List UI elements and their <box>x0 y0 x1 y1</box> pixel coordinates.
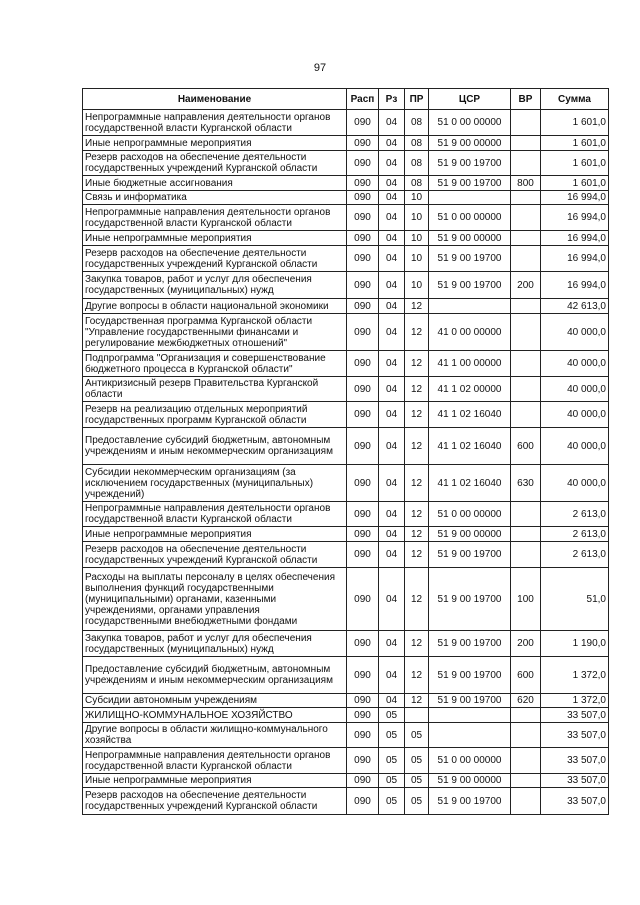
cell-pr: 12 <box>405 502 429 527</box>
cell-vr: 600 <box>511 428 541 465</box>
cell-sum: 40 000,0 <box>541 377 609 402</box>
table-row <box>83 205 609 231</box>
cell-name: Закупка товаров, работ и услуг для обеспечения государственных (муниципальных) нужд <box>83 631 347 657</box>
cell-rz: 04 <box>379 314 405 351</box>
cell-rasp: 090 <box>347 708 379 723</box>
cell-pr: 10 <box>405 246 429 272</box>
cell-name: Иные непрограммные мероприятия <box>83 136 347 151</box>
table-row <box>83 694 609 708</box>
cell-rasp: 090 <box>347 502 379 527</box>
cell-csr: 51 0 00 00000 <box>429 205 511 231</box>
cell-name: Закупка товаров, работ и услуг для обеспечения государственных (муниципальных) нужд <box>83 272 347 299</box>
cell-name: Предоставление субсидий бюджетным, автономным учреждениям и иным некоммерческим организациям <box>83 428 347 465</box>
table-row <box>83 110 609 136</box>
cell-sum: 2 613,0 <box>541 527 609 542</box>
table-row <box>83 428 609 465</box>
cell-rz: 05 <box>379 788 405 815</box>
cell-sum: 40 000,0 <box>541 402 609 428</box>
cell-vr <box>511 205 541 231</box>
cell-vr <box>511 351 541 377</box>
cell-name: Иные бюджетные ассигнования <box>83 176 347 191</box>
cell-vr <box>511 527 541 542</box>
table-header-row <box>83 89 609 110</box>
cell-pr: 12 <box>405 402 429 428</box>
table-row <box>83 748 609 774</box>
cell-rz: 04 <box>379 502 405 527</box>
cell-pr: 05 <box>405 774 429 788</box>
cell-csr: 51 9 00 19700 <box>429 631 511 657</box>
cell-name: Другие вопросы в области национальной экономики <box>83 299 347 314</box>
cell-sum: 1 601,0 <box>541 151 609 176</box>
cell-sum: 2 613,0 <box>541 542 609 568</box>
cell-csr: 51 9 00 19700 <box>429 176 511 191</box>
cell-rz: 04 <box>379 631 405 657</box>
table-row <box>83 176 609 191</box>
cell-rasp: 090 <box>347 748 379 774</box>
cell-rz: 04 <box>379 110 405 136</box>
cell-rasp: 090 <box>347 176 379 191</box>
cell-sum: 1 190,0 <box>541 631 609 657</box>
cell-rasp: 090 <box>347 351 379 377</box>
cell-rasp: 090 <box>347 723 379 748</box>
budget-table <box>82 88 609 815</box>
cell-vr <box>511 723 541 748</box>
cell-vr: 100 <box>511 568 541 631</box>
cell-vr <box>511 136 541 151</box>
cell-rasp: 090 <box>347 299 379 314</box>
cell-pr: 10 <box>405 205 429 231</box>
cell-pr: 08 <box>405 151 429 176</box>
cell-csr: 51 9 00 19700 <box>429 542 511 568</box>
cell-rasp: 090 <box>347 402 379 428</box>
cell-vr <box>511 708 541 723</box>
cell-vr: 600 <box>511 657 541 694</box>
header-name: Наименование <box>83 89 347 110</box>
cell-sum: 42 613,0 <box>541 299 609 314</box>
table-row <box>83 246 609 272</box>
cell-rz: 04 <box>379 299 405 314</box>
cell-rasp: 090 <box>347 272 379 299</box>
cell-rz: 04 <box>379 272 405 299</box>
cell-rz: 04 <box>379 151 405 176</box>
cell-csr: 51 9 00 19700 <box>429 657 511 694</box>
cell-name: Непрограммные направления деятельности органов государственной власти Курганской области <box>83 205 347 231</box>
cell-rz: 04 <box>379 657 405 694</box>
cell-csr: 51 9 00 19700 <box>429 246 511 272</box>
cell-vr <box>511 377 541 402</box>
table-row <box>83 402 609 428</box>
cell-csr: 51 9 00 00000 <box>429 136 511 151</box>
cell-name: Резерв на реализацию отдельных мероприятий государственных программ Курганской области <box>83 402 347 428</box>
cell-name: Иные непрограммные мероприятия <box>83 774 347 788</box>
cell-sum: 16 994,0 <box>541 205 609 231</box>
cell-vr <box>511 191 541 205</box>
cell-rz: 04 <box>379 527 405 542</box>
cell-csr <box>429 723 511 748</box>
table-row <box>83 774 609 788</box>
table-row <box>83 136 609 151</box>
cell-rz: 04 <box>379 351 405 377</box>
cell-name: Расходы на выплаты персоналу в целях обеспечения выполнения функций государственными (муниципальными) органами, казенными учреждениями, органами управления государственными внебюджетными фондами <box>83 568 347 631</box>
cell-rasp: 090 <box>347 465 379 502</box>
cell-csr: 51 9 00 19700 <box>429 272 511 299</box>
cell-rasp: 090 <box>347 568 379 631</box>
cell-rasp: 090 <box>347 377 379 402</box>
cell-csr: 51 9 00 19700 <box>429 568 511 631</box>
cell-pr: 12 <box>405 377 429 402</box>
cell-name: Непрограммные направления деятельности органов государственной власти Курганской области <box>83 110 347 136</box>
cell-sum: 33 507,0 <box>541 708 609 723</box>
cell-name: Субсидии некоммерческим организациям (за исключением государственных (муниципальных) учреждений) <box>83 465 347 502</box>
cell-rz: 04 <box>379 428 405 465</box>
table-row <box>83 631 609 657</box>
cell-vr <box>511 246 541 272</box>
cell-name: Другие вопросы в области жилищно-коммунального хозяйства <box>83 723 347 748</box>
cell-rz: 04 <box>379 465 405 502</box>
cell-pr: 12 <box>405 428 429 465</box>
cell-name: Предоставление субсидий бюджетным, автономным учреждениям и иным некоммерческим организациям <box>83 657 347 694</box>
cell-name: Связь и информатика <box>83 191 347 205</box>
cell-sum: 16 994,0 <box>541 191 609 205</box>
table-row <box>83 191 609 205</box>
cell-rz: 04 <box>379 205 405 231</box>
cell-sum: 16 994,0 <box>541 272 609 299</box>
cell-sum: 33 507,0 <box>541 788 609 815</box>
cell-csr: 41 1 02 16040 <box>429 428 511 465</box>
cell-vr <box>511 110 541 136</box>
cell-pr: 12 <box>405 527 429 542</box>
cell-vr: 800 <box>511 176 541 191</box>
table-row <box>83 299 609 314</box>
cell-csr: 41 1 00 00000 <box>429 351 511 377</box>
cell-sum: 1 601,0 <box>541 176 609 191</box>
cell-name: Резерв расходов на обеспечение деятельности государственных учреждений Курганской области <box>83 542 347 568</box>
cell-rasp: 090 <box>347 527 379 542</box>
cell-name: Резерв расходов на обеспечение деятельности государственных учреждений Курганской области <box>83 788 347 815</box>
cell-csr: 51 9 00 19700 <box>429 788 511 815</box>
cell-rz: 04 <box>379 176 405 191</box>
cell-pr: 10 <box>405 272 429 299</box>
table-row <box>83 723 609 748</box>
header-vr: ВР <box>511 89 541 110</box>
header-rasp: Расп <box>347 89 379 110</box>
cell-sum: 1 601,0 <box>541 110 609 136</box>
cell-sum: 40 000,0 <box>541 351 609 377</box>
table-row <box>83 465 609 502</box>
cell-rasp: 090 <box>347 246 379 272</box>
table-row <box>83 272 609 299</box>
cell-sum: 1 601,0 <box>541 136 609 151</box>
cell-csr: 51 9 00 19700 <box>429 151 511 176</box>
cell-rz: 04 <box>379 246 405 272</box>
cell-vr <box>511 299 541 314</box>
table-row <box>83 351 609 377</box>
header-sum: Сумма <box>541 89 609 110</box>
cell-rasp: 090 <box>347 110 379 136</box>
cell-name: Иные непрограммные мероприятия <box>83 231 347 246</box>
cell-pr: 05 <box>405 723 429 748</box>
cell-csr <box>429 708 511 723</box>
table-row <box>83 231 609 246</box>
cell-rz: 04 <box>379 694 405 708</box>
cell-sum: 1 372,0 <box>541 694 609 708</box>
cell-rasp: 090 <box>347 631 379 657</box>
cell-csr: 51 9 00 00000 <box>429 774 511 788</box>
cell-pr: 08 <box>405 110 429 136</box>
cell-rasp: 090 <box>347 314 379 351</box>
cell-rasp: 090 <box>347 136 379 151</box>
cell-sum: 40 000,0 <box>541 465 609 502</box>
table-row <box>83 377 609 402</box>
cell-sum: 2 613,0 <box>541 502 609 527</box>
cell-rz: 04 <box>379 542 405 568</box>
cell-csr: 51 0 00 00000 <box>429 748 511 774</box>
cell-name: Субсидии автономным учреждениям <box>83 694 347 708</box>
cell-rasp: 090 <box>347 774 379 788</box>
cell-rasp: 090 <box>347 657 379 694</box>
cell-name: Подпрограмма "Организация и совершенствование бюджетного процесса в Курганской области" <box>83 351 347 377</box>
table-row <box>83 708 609 723</box>
cell-csr: 51 9 00 19700 <box>429 694 511 708</box>
cell-rasp: 090 <box>347 428 379 465</box>
cell-pr: 08 <box>405 136 429 151</box>
cell-rz: 05 <box>379 748 405 774</box>
cell-sum: 16 994,0 <box>541 246 609 272</box>
cell-pr: 12 <box>405 314 429 351</box>
cell-pr: 12 <box>405 694 429 708</box>
cell-rasp: 090 <box>347 231 379 246</box>
cell-pr: 12 <box>405 542 429 568</box>
cell-sum: 16 994,0 <box>541 231 609 246</box>
cell-vr <box>511 788 541 815</box>
cell-csr <box>429 191 511 205</box>
cell-sum: 33 507,0 <box>541 774 609 788</box>
cell-vr <box>511 748 541 774</box>
cell-name: Резерв расходов на обеспечение деятельности государственных учреждений Курганской области <box>83 151 347 176</box>
cell-vr: 200 <box>511 631 541 657</box>
cell-name: Непрограммные направления деятельности органов государственной власти Курганской области <box>83 502 347 527</box>
cell-vr: 200 <box>511 272 541 299</box>
cell-name: Иные непрограммные мероприятия <box>83 527 347 542</box>
cell-csr: 51 9 00 00000 <box>429 527 511 542</box>
cell-pr <box>405 708 429 723</box>
cell-rz: 04 <box>379 231 405 246</box>
cell-pr: 05 <box>405 748 429 774</box>
table-row <box>83 314 609 351</box>
cell-sum: 33 507,0 <box>541 723 609 748</box>
cell-rasp: 090 <box>347 191 379 205</box>
cell-vr <box>511 231 541 246</box>
cell-name: Непрограммные направления деятельности органов государственной власти Курганской области <box>83 748 347 774</box>
cell-csr: 41 1 02 00000 <box>429 377 511 402</box>
cell-rz: 04 <box>379 377 405 402</box>
cell-rz: 05 <box>379 723 405 748</box>
cell-pr: 12 <box>405 299 429 314</box>
cell-vr <box>511 151 541 176</box>
cell-pr: 10 <box>405 191 429 205</box>
cell-vr: 620 <box>511 694 541 708</box>
cell-csr: 41 1 02 16040 <box>429 402 511 428</box>
table-row <box>83 151 609 176</box>
table-row <box>83 788 609 815</box>
cell-csr: 41 1 02 16040 <box>429 465 511 502</box>
cell-sum: 40 000,0 <box>541 428 609 465</box>
cell-rz: 04 <box>379 191 405 205</box>
header-csr: ЦСР <box>429 89 511 110</box>
cell-rz: 04 <box>379 568 405 631</box>
cell-csr: 51 0 00 00000 <box>429 502 511 527</box>
cell-rasp: 090 <box>347 205 379 231</box>
table-row <box>83 568 609 631</box>
cell-rz: 05 <box>379 774 405 788</box>
cell-pr: 12 <box>405 465 429 502</box>
cell-pr: 12 <box>405 568 429 631</box>
cell-rz: 04 <box>379 136 405 151</box>
page-number: 97 <box>313 62 327 74</box>
cell-vr <box>511 402 541 428</box>
cell-rasp: 090 <box>347 542 379 568</box>
cell-csr: 51 0 00 00000 <box>429 110 511 136</box>
cell-vr: 630 <box>511 465 541 502</box>
cell-vr <box>511 542 541 568</box>
cell-sum: 1 372,0 <box>541 657 609 694</box>
cell-name: Антикризисный резерв Правительства Курганской области <box>83 377 347 402</box>
cell-pr: 12 <box>405 657 429 694</box>
cell-csr <box>429 299 511 314</box>
cell-sum: 40 000,0 <box>541 314 609 351</box>
cell-sum: 51,0 <box>541 568 609 631</box>
cell-pr: 10 <box>405 231 429 246</box>
cell-rasp: 090 <box>347 788 379 815</box>
table-row <box>83 527 609 542</box>
cell-rasp: 090 <box>347 151 379 176</box>
cell-vr <box>511 774 541 788</box>
cell-pr: 08 <box>405 176 429 191</box>
table-row <box>83 502 609 527</box>
header-rz: Рз <box>379 89 405 110</box>
cell-rz: 05 <box>379 708 405 723</box>
cell-rasp: 090 <box>347 694 379 708</box>
cell-pr: 05 <box>405 788 429 815</box>
cell-sum: 33 507,0 <box>541 748 609 774</box>
cell-name: Государственная программа Курганской области "Управление государственными финансами и регулирование межбюджетных отношений" <box>83 314 347 351</box>
cell-csr: 41 0 00 00000 <box>429 314 511 351</box>
cell-csr: 51 9 00 00000 <box>429 231 511 246</box>
header-pr: ПР <box>405 89 429 110</box>
table-body <box>83 110 609 815</box>
cell-pr: 12 <box>405 351 429 377</box>
cell-rz: 04 <box>379 402 405 428</box>
cell-vr <box>511 502 541 527</box>
cell-vr <box>511 314 541 351</box>
cell-name: Резерв расходов на обеспечение деятельности государственных учреждений Курганской области <box>83 246 347 272</box>
table-row <box>83 542 609 568</box>
table-row <box>83 657 609 694</box>
cell-pr: 12 <box>405 631 429 657</box>
cell-name: ЖИЛИЩНО-КОММУНАЛЬНОЕ ХОЗЯЙСТВО <box>83 708 347 723</box>
